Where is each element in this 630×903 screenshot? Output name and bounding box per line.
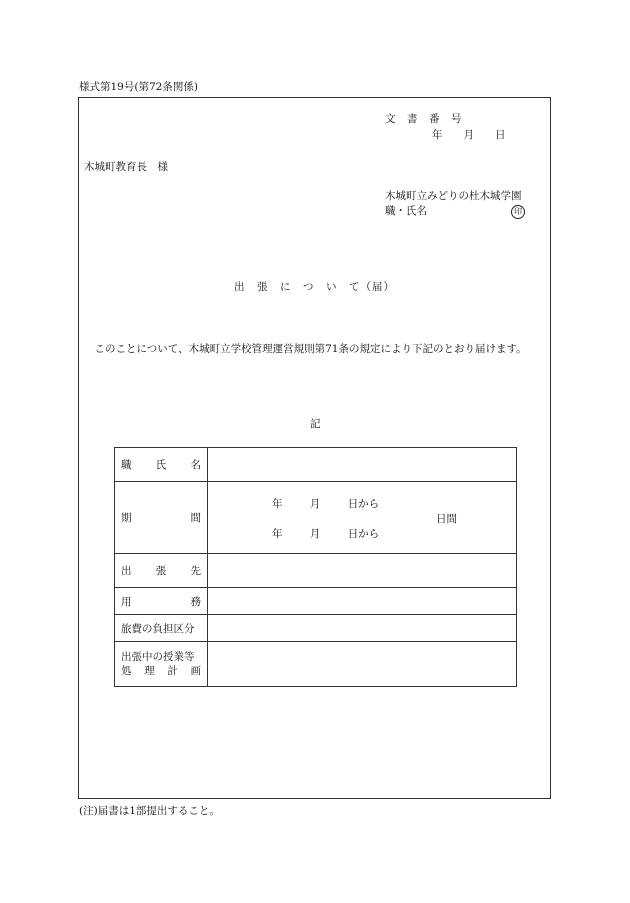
footnote: (注)届書は1部提出すること。 xyxy=(79,805,220,817)
destination-row xyxy=(115,554,517,588)
period-end-line xyxy=(272,529,379,540)
seal-mark xyxy=(511,205,525,219)
purpose-label-char: 用 xyxy=(121,595,132,608)
form-reference: 様式第19号(第72条関係) xyxy=(79,81,198,93)
class-plan-label-line1: 出張中の授業等 xyxy=(121,651,195,663)
body-text: このことについて、木城町立学校管理運営規則第71条の規定により下記のとおり届けます。 xyxy=(84,343,527,355)
class-plan-char: 処 xyxy=(121,665,132,677)
school-name: 木城町立みどりの杜木城学園 xyxy=(385,190,522,202)
expense-label-cell: 旅費の負担区分 xyxy=(115,615,208,642)
form-table xyxy=(114,447,517,687)
period-row xyxy=(115,482,517,554)
period-start-day: 日から xyxy=(347,498,380,510)
destination-label-cell xyxy=(115,554,208,588)
period-value-cell[interactable] xyxy=(208,482,517,554)
purpose-label-cell xyxy=(115,588,208,615)
period-label-cell xyxy=(115,482,208,554)
period-start-year: 年 xyxy=(272,498,283,510)
expense-value-cell[interactable] xyxy=(208,615,517,642)
class-plan-value-cell[interactable] xyxy=(208,642,517,687)
destination-label-char: 張 xyxy=(155,565,167,577)
name-label-char: 名 xyxy=(190,459,201,471)
class-plan-row xyxy=(115,642,517,687)
class-plan-char: 理 xyxy=(144,665,155,677)
class-plan-label-line2 xyxy=(121,664,201,678)
class-plan-label-cell xyxy=(115,642,208,687)
destination-label-char: 出 xyxy=(121,565,132,577)
purpose-value-cell[interactable] xyxy=(208,588,517,615)
purpose-row xyxy=(115,588,517,615)
period-label-char: 期 xyxy=(121,512,132,524)
class-plan-char: 計 xyxy=(167,665,178,677)
position-name-label: 職・氏名 xyxy=(385,205,427,217)
ki-heading: 記 xyxy=(310,418,321,430)
name-label-char: 職 xyxy=(121,459,132,471)
name-row xyxy=(115,448,517,482)
period-days: 日間 xyxy=(436,513,457,525)
name-value-cell[interactable] xyxy=(208,448,517,482)
name-label-cell xyxy=(115,448,208,482)
destination-label-char: 先 xyxy=(190,565,201,577)
period-start-line xyxy=(272,499,379,510)
seal-circle-icon: 印 xyxy=(511,205,525,219)
period-end-year: 年 xyxy=(272,528,283,540)
expense-row xyxy=(115,615,517,642)
purpose-label-char: 務 xyxy=(190,595,201,608)
period-end-month: 月 xyxy=(309,528,321,540)
destination-value-cell[interactable] xyxy=(208,554,517,588)
name-label-char: 氏 xyxy=(155,459,167,471)
document-title: 出 張 に つ い て（届） xyxy=(234,281,395,293)
period-start-month: 月 xyxy=(309,498,321,510)
document-number-label: 文 書 番 号 xyxy=(385,113,462,125)
date-line: 年 月 日 xyxy=(432,129,506,141)
period-label-char: 間 xyxy=(190,512,201,524)
period-end-day: 日から xyxy=(347,528,380,540)
addressee: 木城町教育長 様 xyxy=(84,161,168,173)
class-plan-char: 画 xyxy=(190,665,201,677)
